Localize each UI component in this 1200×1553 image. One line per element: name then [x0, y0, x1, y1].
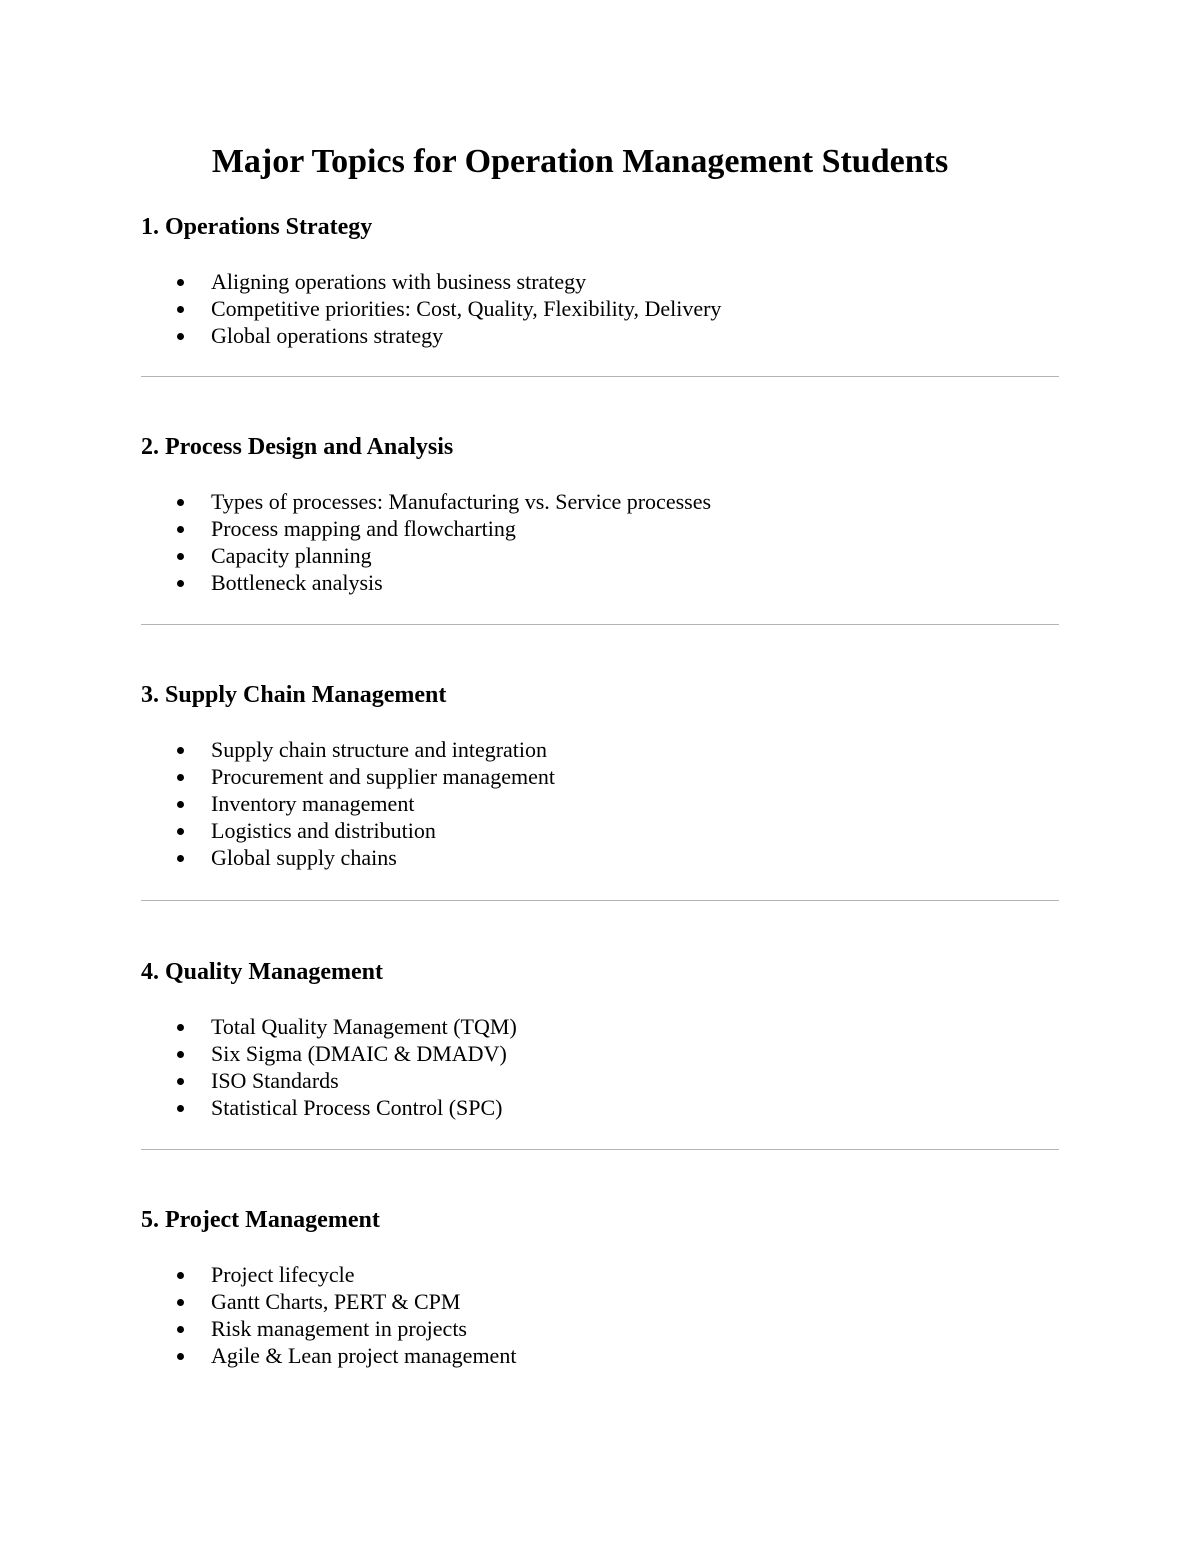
list-item	[141, 1013, 1059, 1040]
list-item	[141, 1261, 1059, 1288]
bullet-icon	[177, 1024, 184, 1031]
list-item	[141, 542, 1059, 569]
bullet-icon	[177, 1326, 184, 1333]
bullet-icon	[177, 580, 184, 587]
bullet-icon	[177, 1051, 184, 1058]
section-process-design	[141, 432, 1059, 596]
bullet-icon	[177, 1353, 184, 1360]
list-item	[141, 1094, 1059, 1121]
list-item-text: Global operations strategy	[211, 323, 444, 348]
list-item-text: Six Sigma (DMAIC & DMADV)	[211, 1041, 507, 1066]
bullet-icon	[177, 1105, 184, 1112]
bullet-icon	[177, 801, 184, 808]
bullet-list	[141, 488, 1059, 596]
list-item	[141, 268, 1059, 295]
list-item	[141, 322, 1059, 349]
section-project-management	[141, 1205, 1059, 1369]
list-item	[141, 1040, 1059, 1067]
list-item-text: Gantt Charts, PERT & CPM	[211, 1289, 461, 1314]
list-item-text: Total Quality Management (TQM)	[211, 1014, 517, 1039]
section-divider	[141, 624, 1059, 625]
list-item-text: Inventory management	[211, 791, 415, 816]
list-item-text: Process mapping and flowcharting	[211, 516, 516, 541]
list-item	[141, 488, 1059, 515]
bullet-icon	[177, 747, 184, 754]
bullet-list	[141, 268, 1059, 349]
bullet-icon	[177, 774, 184, 781]
list-item	[141, 844, 1059, 871]
section-divider	[141, 1149, 1059, 1150]
list-item-text: Capacity planning	[211, 543, 372, 568]
bullet-list	[141, 736, 1059, 871]
section-heading: 3. Supply Chain Management	[141, 682, 447, 708]
list-item	[141, 515, 1059, 542]
section-divider	[141, 376, 1059, 377]
list-item	[141, 295, 1059, 322]
list-item-text: Agile & Lean project management	[211, 1343, 517, 1368]
bullet-icon	[177, 828, 184, 835]
bullet-list	[141, 1013, 1059, 1121]
section-heading: 5. Project Management	[141, 1207, 380, 1233]
section-heading: 4. Quality Management	[141, 959, 383, 985]
list-item-text: Types of processes: Manufacturing vs. Service processes	[211, 489, 712, 514]
list-item-text: Supply chain structure and integration	[211, 737, 548, 762]
bullet-icon	[177, 1272, 184, 1279]
bullet-icon	[177, 279, 184, 286]
bullet-icon	[177, 553, 184, 560]
list-item	[141, 1315, 1059, 1342]
list-item	[141, 1288, 1059, 1315]
bullet-icon	[177, 333, 184, 340]
list-item	[141, 1342, 1059, 1369]
list-item-text: Procurement and supplier management	[211, 764, 555, 789]
bullet-icon	[177, 855, 184, 862]
section-heading: 1. Operations Strategy	[141, 214, 373, 240]
list-item-text: Global supply chains	[211, 845, 397, 870]
list-item	[141, 763, 1059, 790]
list-item-text: Risk management in projects	[211, 1316, 467, 1341]
list-item-text: Project lifecycle	[211, 1262, 355, 1287]
bullet-list	[141, 1261, 1059, 1369]
bullet-icon	[177, 499, 184, 506]
list-item-text: Aligning operations with business strategy	[211, 269, 587, 294]
section-heading: 2. Process Design and Analysis	[141, 434, 454, 460]
list-item	[141, 817, 1059, 844]
list-item	[141, 1067, 1059, 1094]
list-item-text: Bottleneck analysis	[211, 570, 383, 595]
list-item-text: Competitive priorities: Cost, Quality, Flexibility, Delivery	[211, 296, 722, 321]
bullet-icon	[177, 1299, 184, 1306]
bullet-icon	[177, 526, 184, 533]
list-item	[141, 569, 1059, 596]
bullet-icon	[177, 1078, 184, 1085]
section-supply-chain	[141, 680, 1059, 871]
document-title: Major Topics for Operation Management Students	[211, 143, 949, 180]
list-item-text: Logistics and distribution	[211, 818, 436, 843]
list-item	[141, 790, 1059, 817]
bullet-icon	[177, 306, 184, 313]
section-divider	[141, 900, 1059, 901]
section-quality-management	[141, 957, 1059, 1121]
list-item	[141, 736, 1059, 763]
list-item-text: Statistical Process Control (SPC)	[211, 1095, 503, 1120]
section-operations-strategy	[141, 212, 1059, 349]
list-item-text: ISO Standards	[211, 1068, 339, 1093]
